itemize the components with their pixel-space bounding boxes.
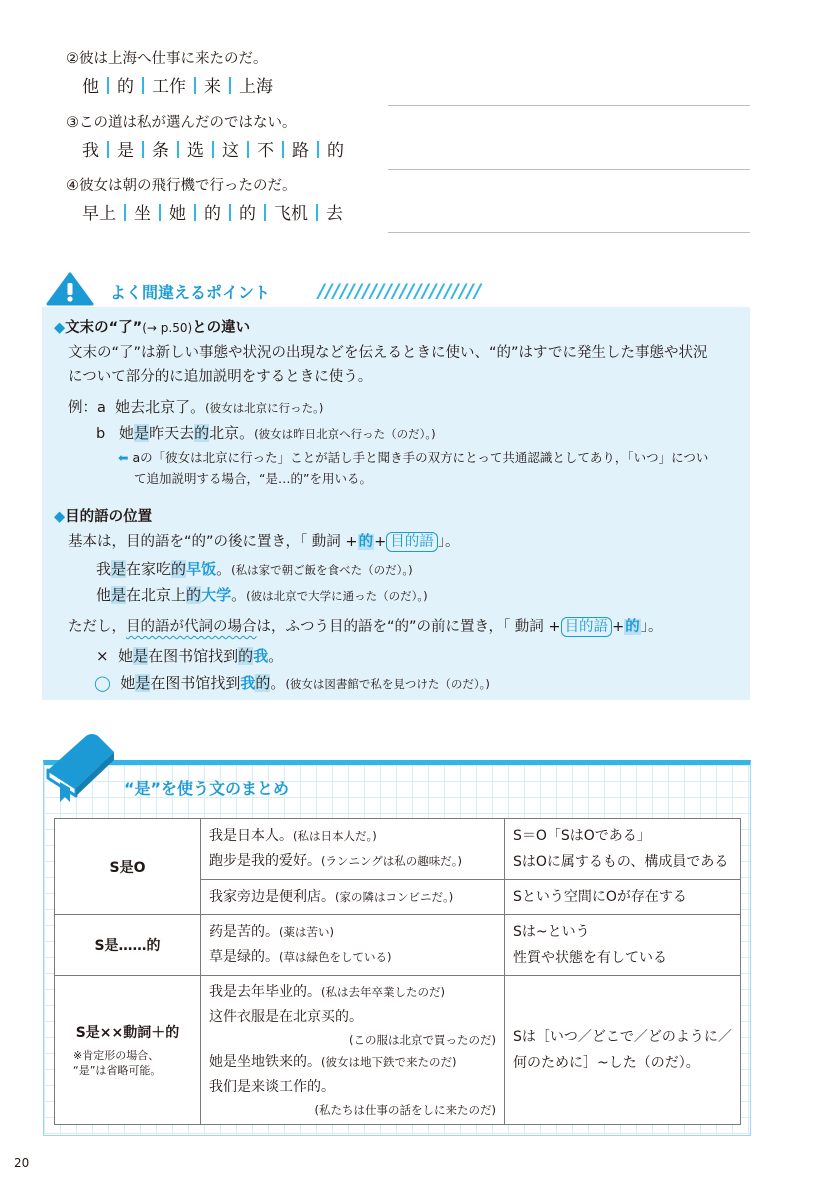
exercise-4 — [66, 177, 343, 225]
word-tile: 我 — [82, 141, 99, 161]
decorative-slashes: ////////////////////// — [318, 280, 482, 302]
explanation-line: 文末の“了”は新しい事態や状況の出現などを伝えるときに使い、“的”はすでに発生した事態や状況 — [68, 345, 708, 361]
description-cell: Sという空間にOが存在する — [505, 880, 741, 915]
example-cell: 我家旁边是便利店。(家の隣はコンビニだ。) — [201, 880, 505, 915]
exercise-prompt: ②彼は上海へ仕事に来たのだ。 — [66, 51, 268, 67]
word-tile: 他 — [82, 77, 99, 97]
example-b: b 她是昨天去的北京。(彼女は昨日北京へ行った（のだ）。) — [96, 424, 436, 442]
table-row — [55, 915, 741, 976]
answer-line — [388, 105, 750, 106]
word-tile: 飞机 — [274, 204, 308, 224]
word-tile: 这 — [222, 141, 239, 161]
pattern-cell: S是O — [55, 819, 201, 915]
example-daxue: 他是在北京上的大学。(彼は北京で大学に通った（のだ）。) — [96, 586, 428, 604]
word-tile: 坐 — [134, 204, 151, 224]
word-tiles — [82, 76, 273, 98]
page-number: 20 — [14, 1156, 30, 1170]
word-tile: 她 — [169, 204, 186, 224]
summary-table — [54, 818, 741, 1125]
word-tile: 路 — [292, 141, 309, 161]
point-header — [46, 272, 752, 306]
warning-icon — [46, 272, 94, 306]
exercise-3 — [66, 114, 344, 162]
answer-line — [388, 232, 750, 233]
description-cell: S＝O「SはOである」 SはOに属するもの、構成員である — [505, 819, 741, 880]
word-tiles — [82, 203, 343, 225]
description-cell: Sは~という 性質や状態を有している — [505, 915, 741, 976]
word-tile: 去 — [326, 204, 343, 224]
rule-line-basic: 基本は，目的語を“的”の後に置き，「 動詞 +的+ 目的語 」。 — [68, 534, 460, 550]
rule-line-pronoun: ただし，目的語が代詞の場合は，ふつう目的語を“的”の前に置き，「 動詞 + 目的語 +的」。 — [68, 619, 663, 635]
section-heading-object: ◆目的語の位置 — [54, 509, 153, 525]
example-a: 例：a 她去北京了。(彼女は北京に行った。) — [68, 398, 324, 416]
circle-icon: ◯ — [94, 674, 111, 692]
word-tile: 来 — [204, 77, 221, 97]
exercise-prompt: ③この道は私が選んだのではない。 — [66, 115, 297, 131]
word-tile: 上海 — [239, 77, 273, 97]
table-row — [55, 819, 741, 880]
example-wrong: × 她是在图书馆找到的我。 — [96, 647, 284, 665]
arrow-note-cont: て追加説明する場合，“是…的”を用いる。 — [134, 471, 372, 486]
answer-line — [388, 169, 750, 170]
summary-title: “是”を使う文のまとめ — [124, 779, 290, 798]
example-cell: 我是去年毕业的。(私は去年卒業したのだ) 这件衣服是在北京买的。 (この服は北京で買ったのだ) 她是坐地铁来的。(彼女は地下鉄で来たのだ) 我们是来谈工作的。 (私たちは仕事の話をしに来たのだ) — [201, 976, 505, 1125]
word-tile: 不 — [257, 141, 274, 161]
word-tile: 的 — [204, 204, 221, 224]
pattern-cell: S是××動詞＋的 ※肯定形の場合、 “是”は省略可能。 — [55, 976, 201, 1125]
description-cell: Sは［いつ／どこで／どのように／ 何のために］~した（のだ）。 — [505, 976, 741, 1125]
exercise-2 — [66, 50, 273, 98]
word-tile: 是 — [117, 141, 134, 161]
explanation-line: について部分的に追加説明をするときに使う。 — [68, 369, 373, 385]
word-tile: 的 — [239, 204, 256, 224]
arrow-left-icon: ⬅ — [118, 450, 129, 465]
example-zaofan: 我是在家吃的早饭。(私は家で朝ご飯を食べた（のだ）。) — [96, 560, 413, 578]
section-heading-le: ◆文末の“了”(→ p.50)との違い — [54, 320, 251, 336]
example-cell: 药是苦的。(薬は苦い) 草是绿的。(草は緑色をしている) — [201, 915, 505, 976]
pattern-cell: S是……的 — [55, 915, 201, 976]
book-icon — [40, 730, 120, 806]
word-tile: 工作 — [152, 77, 186, 97]
exercise-prompt: ④彼女は朝の飛行機で行ったのだ。 — [66, 178, 297, 194]
cross-icon: × — [96, 647, 109, 665]
word-tile: 的 — [327, 141, 344, 161]
point-title: よく間違えるポイント — [110, 283, 271, 302]
word-tile: 条 — [152, 141, 169, 161]
example-cell: 我是日本人。(私は日本人だ。) 跑步是我的爱好。(ランニングは私の趣味だ。) — [201, 819, 505, 880]
word-tile: 选 — [187, 141, 204, 161]
table-row — [55, 976, 741, 1125]
arrow-note: ⬅ aの「彼女は北京に行った」ことが話し手と聞き手の双方にとって共通認識としてあり，「いつ」につい — [118, 450, 709, 465]
word-tile: 的 — [117, 77, 134, 97]
example-right: ◯ 她是在图书馆找到我的。(彼女は図書館で私を見つけた（のだ）。) — [94, 674, 490, 692]
word-tile: 早上 — [82, 204, 116, 224]
word-tiles — [82, 140, 344, 162]
